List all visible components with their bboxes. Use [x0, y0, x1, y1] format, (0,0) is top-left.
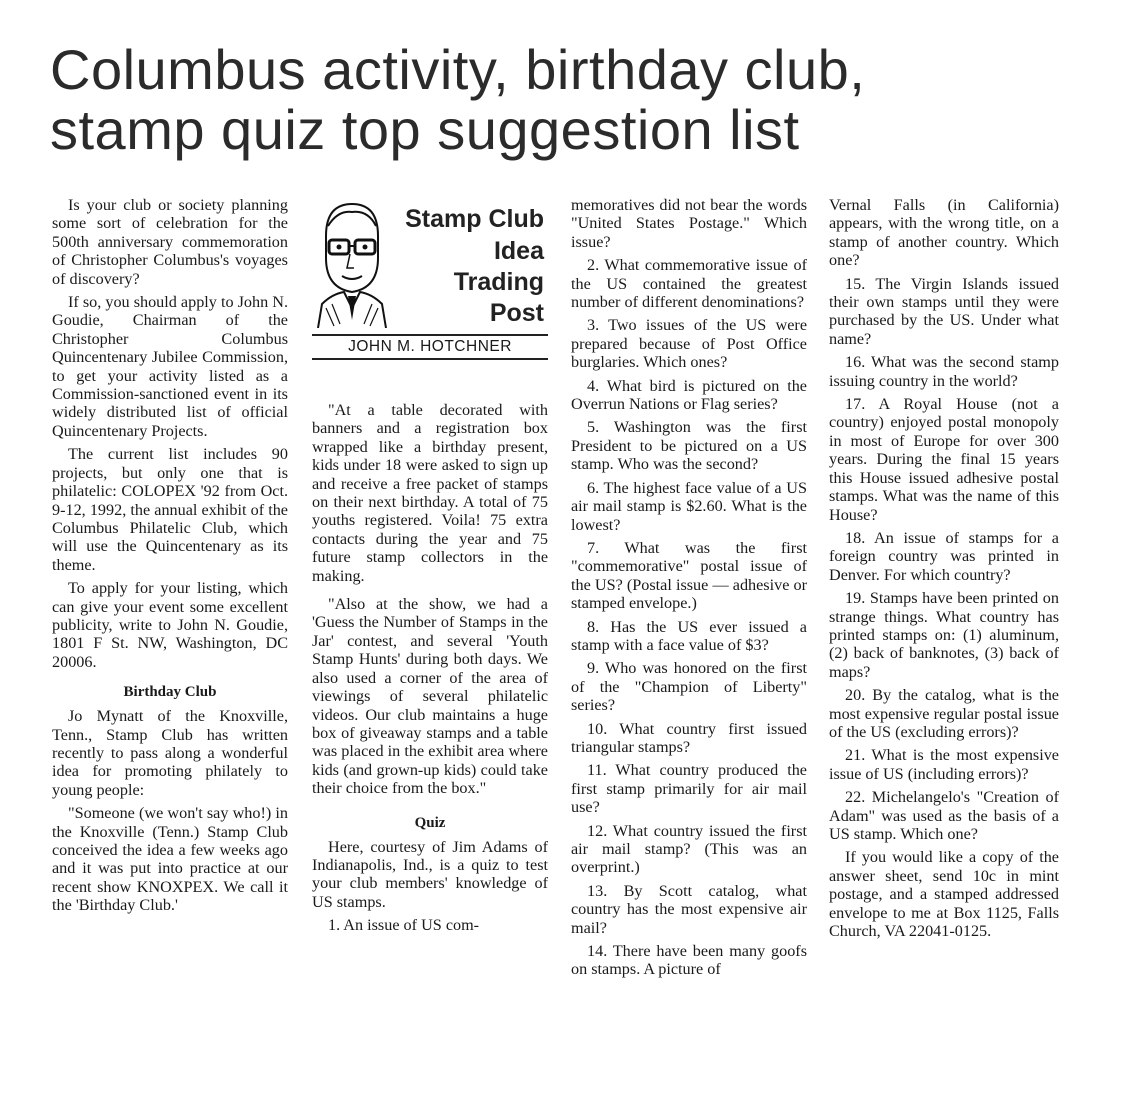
paragraph: Is your club or society planning some sort of celebration for the 500th anniversary commemoration of Christopher Columbus's voyages of discovery?: [52, 196, 288, 288]
quiz-question: 21. What is the most expensive issue of US (including errors)?: [829, 746, 1059, 783]
quiz-question: 8. Has the US ever issued a stamp with a face value of $3?: [571, 617, 807, 654]
paragraph: 1. An issue of US com-: [328, 916, 480, 935]
paragraph: "At a table decorated with banners and a registration box wrapped like a birthday present, kids under 18 were asked to sign up and receive a free packet of stamps on their next birthday. A total of 75 youths registered. Voila! 75 extra contacts during the year and 75 future stamp collectors in the making.: [312, 401, 548, 585]
paragraph: Here, courtesy of Jim Adams of Indianapolis, Ind., is a quiz to test your club members' knowledge of US stamps.: [312, 837, 548, 911]
paragraph: If so, you should apply to John N. Goudie, Chairman of the Christopher Columbus Quincentenary Jubilee Commission, to get your activity listed as a Commission-sanctioned event in its widely distributed list of official Quincentenary Projects.: [52, 293, 288, 440]
quiz-question: 18. An issue of stamps for a foreign country was printed in Denver. For which country?: [829, 528, 1059, 584]
paragraph: Vernal Falls (in California) appears, with the wrong title, on a stamp of another country. Which one?: [829, 196, 1059, 270]
quiz-question: 2. What commemorative issue of the US contained the greatest number of different denominations?: [571, 256, 807, 312]
quiz-question: 22. Michelangelo's "Creation of Adam" was used as the basis of a US stamp. Which one?: [829, 788, 1059, 843]
quiz-question: 14. There have been many goofs on stamps. A picture of: [571, 942, 807, 979]
quiz-question: 20. By the catalog, what is the most expensive regular postal issue of the US (excluding errors)?: [829, 686, 1059, 741]
headline-line-2: stamp quiz top suggestion list: [50, 98, 800, 161]
quiz-question: 5. Washington was the first President to be pictured on a US stamp. Who was the second?: [571, 418, 807, 474]
article-column-4: [829, 196, 1059, 945]
subhead-birthday-club: Birthday Club: [123, 684, 217, 701]
logo-title-line: Idea: [493, 237, 544, 265]
byline: JOHN M. HOTCHNER: [312, 334, 548, 360]
paragraph: To apply for your listing, which can give your event some excellent publicity, write to John N. Goudie, 1801 F St. NW, Washington, DC 20006.: [52, 579, 288, 671]
article-column-3: [571, 196, 807, 984]
logo-title-line: Stamp Club: [405, 205, 544, 233]
headline-line-1: Columbus activity, birthday club,: [50, 38, 866, 101]
quiz-question: 13. By Scott catalog, what country has the most expensive air mail?: [571, 881, 807, 937]
article-column-1: [52, 196, 288, 920]
headline: [50, 40, 1070, 160]
paragraph: "Someone (we won't say who!) in the Knoxville (Tenn.) Stamp Club conceived the idea a few weeks ago and it was put into practice at our recent show KNOXPEX. We call it the 'Birthday Club.': [52, 804, 288, 915]
paragraph: memoratives did not bear the words "United States Postage." Which issue?: [571, 196, 807, 251]
quiz-question: 9. Who was honored on the first of the "Champion of Liberty" series?: [571, 659, 807, 715]
logo-title-line: Trading: [453, 268, 544, 296]
article-column-2: [312, 196, 548, 935]
quiz-question: 3. Two issues of the US were prepared because of Post Office burglaries. Which ones?: [571, 316, 807, 372]
author-portrait-icon: [312, 196, 392, 328]
quiz-question: 16. What was the second stamp issuing country in the world?: [829, 353, 1059, 390]
paragraph: Jo Mynatt of the Knoxville, Tenn., Stamp Club has written recently to pass along a wonderful idea for promoting philately to young people:: [52, 707, 288, 799]
quiz-question: 11. What country produced the first stamp primarily for air mail use?: [571, 761, 807, 817]
quiz-question: 15. The Virgin Islands issued their own stamps until they were purchased by the US. Under what name?: [829, 274, 1059, 348]
quiz-question: 10. What country first issued triangular stamps?: [571, 719, 807, 756]
quiz-question: 6. The highest face value of a US air mail stamp is $2.60. What is the lowest?: [571, 478, 807, 534]
quiz-question: 4. What bird is pictured on the Overrun Nations or Flag series?: [571, 376, 807, 414]
quiz-question: 12. What country issued the first air mail stamp? (This was an overprint.): [571, 821, 807, 877]
subhead-quiz: Quiz: [414, 814, 446, 831]
quiz-question: 19. Stamps have been printed on strange things. What country has printed stamps on: (1) aluminum, (2) back of banknotes, (3) back of maps?: [829, 589, 1059, 681]
closing-paragraph: If you would like a copy of the answer sheet, send 10c in mint postage, and a stamped addressed envelope to me at Box 1125, Falls Church, VA 22041-0125.: [829, 848, 1059, 941]
column-logo: [312, 196, 548, 364]
paragraph: The current list includes 90 projects, but only one that is philatelic: COLOPEX '92 from Oct. 9-12, 1992, the annual exhibit of the Columbus Philatelic Club, which will use the Quincentenary as its theme.: [52, 445, 288, 574]
logo-title-line: Post: [489, 299, 544, 327]
paragraph: "Also at the show, we had a 'Guess the Number of Stamps in the Jar' contest, and several 'Youth Stamp Hunts' during both days. We also used a corner of the area of viewings of several philatelic videos. Our club maintains a huge box of giveaway stamps and a table was placed in the exhibit area where kids (and grown-up kids) could take their choice from the box.": [312, 595, 548, 798]
quiz-question: 7. What was the first "commemorative" postal issue of the US? (Postal issue — adhesive or stamped envelope.): [571, 538, 807, 613]
quiz-question: 17. A Royal House (not a country) enjoyed postal monopoly in most of Europe for over 300 years. During the final 15 years this House issued adhesive postal stamps. What was the name of this House?: [829, 395, 1059, 524]
